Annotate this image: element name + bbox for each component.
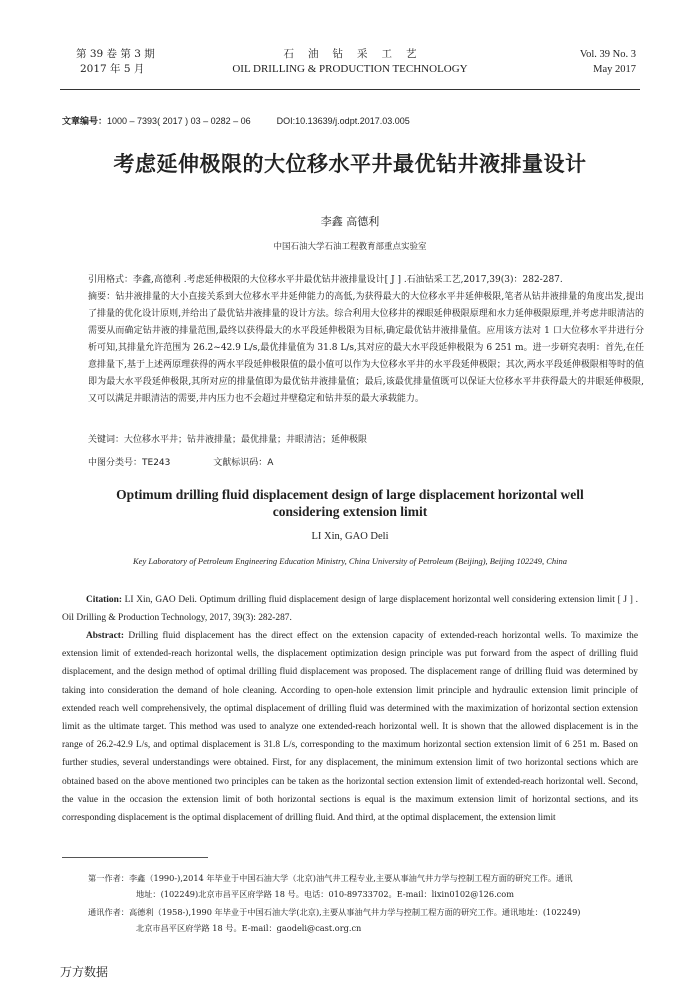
citation-cn-text: 李鑫,高德利 .考虑延伸极限的大位移水平井最优钻井液排量设计[ J ] .石油钻采工艺,2017,39(3)：282-287. (133, 275, 563, 285)
abstract-cn (88, 289, 644, 408)
journal-name-en: OIL DRILLING & PRODUCTION TECHNOLOGY (232, 63, 468, 75)
citation-en (62, 591, 638, 627)
footnote-corresponding-label: 通讯作者： (88, 907, 129, 917)
footnote-corresponding-line1: 高德利（1958-),1990 年毕业于中国石油大学(北京),主要从事油气井力学与控制工程方面的研究工作。通讯地址：(102249) (128, 907, 581, 917)
footnote-corresponding-author (88, 905, 640, 936)
watermark: 万方数据 (60, 965, 109, 979)
authors-en: LI Xin, GAO Deli (311, 531, 389, 542)
doc-code: A (267, 458, 274, 468)
keywords-cn-text: 大位移水平井；钻井液排量；最优排量；井眼清洁；延伸极限 (124, 435, 368, 445)
doc-code-label: 文献标识码： (213, 458, 268, 468)
keywords-cn-label: 关键词： (88, 435, 125, 445)
citation-cn (88, 272, 644, 289)
citation-cn-label: 引用格式： (88, 275, 134, 285)
clc-code: TE243 (142, 458, 171, 468)
header-volume-issue: 第 39 卷 第 3 期 (76, 48, 155, 60)
paper-title-cn: 考虑延伸极限的大位移水平井最优钻井液排量设计 (113, 152, 587, 176)
doi-link[interactable]: DOI:10.13639/j.odpt.2017.03.005 (276, 116, 410, 126)
abstract-en (62, 627, 638, 827)
footnote-first-author-label: 第一作者： (88, 873, 129, 883)
header-rule (60, 89, 640, 90)
affiliation-en: Key Laboratory of Petroleum Engineering Education Ministry, China University of Petroleum (Beijing), Beijing 102249, China (133, 556, 567, 566)
footnote-first-author-line2: 地址：(102249)北京市昌平区府学路 18 号。电话：010-89733702。E-mail：lixin0102@126.com (136, 888, 514, 899)
classification-cn (88, 455, 644, 472)
abstract-cn-label: 摘要： (88, 292, 116, 302)
citation-en-text: LI Xin, GAO Deli. Optimum drilling fluid displacement design of large displacement horizontal well considering extension limit [ J ] . Oil Drilling & Production Technology, 2017, 39(3): 282-287. (62, 595, 638, 624)
header-date-en: May 2017 (593, 64, 636, 75)
abstract-en-label: Abstract: (86, 631, 125, 641)
article-meta (62, 114, 410, 127)
affiliation-cn: 中国石油大学石油工程教育部重点实验室 (273, 242, 427, 252)
footnote-corresponding-line2: 北京市昌平区府学路 18 号。E-mail：gaodeli@cast.org.cn (136, 922, 362, 933)
footnote-rule (62, 857, 208, 858)
article-number: 1000 – 7393( 2017 ) 03 – 0282 – 06 (107, 116, 251, 126)
abstract-cn-text: 钻井液排量的大小直接关系到大位移水平井延伸能力的高低,为获得最大的大位移水平井延伸极限,笔者从钻井液排量的角度出发,提出了排量的优化设计原则,并给出了最优钻井液排量的设计方法。综合利用大位移井的裸眼延伸极限原理和水力延伸极限原理,并考虑井眼清洁的需要从而确定钻井液的排量范围,最终以获得最大的水平段延伸极限为目标,确定最优钻井液排量值。应用该方法对 1 口大位移水平井进行分析可知,其排量允许范围为 26.2~42.9 L/s,最优排量值为 31.8 L/s,其对应的最大水平段延伸极限为 6 251 m。进一步研究表明：首先,在任意排量下,基于上述两原理获得的两水平段延伸极限值的最小值可以作为大位移水平井的水平段延伸极限；其次,两水平段延伸极限相等时的值即为最大水平段延伸极限,其所对应的排量值即为最优钻井液排量值；最后,该最优排量值既可以保证大位移水平井获得最大的井眼延伸极限,又可以满足井眼清洁的需要,井内压力也不会超过井壁稳定和钻井泵的最大承载能力。 (88, 292, 644, 404)
header-volume-en (580, 47, 636, 77)
keywords-cn (88, 432, 644, 449)
header-date-cn: 2017 年 5 月 (80, 63, 145, 75)
footnote-first-author-line1: 李鑫（1990-),2014 年毕业于中国石油大学（北京)油气井工程专业,主要从事油气井力学与控制工程方面的研究工作。通讯 (128, 873, 573, 883)
article-number-label: 文章编号： (62, 117, 108, 127)
header-volume-no: Vol. 39 No. 3 (579, 49, 636, 60)
footnote-first-author (88, 871, 640, 902)
authors-cn: 李鑫 高德利 (320, 215, 380, 228)
citation-en-label: Citation: (86, 595, 122, 605)
paper-title-en: Optimum drilling fluid displacement design of large displacement horizontal well considering extension limit (116, 487, 584, 519)
abstract-en-text: Drilling fluid displacement has the direct effect on the extension capacity of extended-reach horizontal wells. To maximize the extension limit of extended-reach horizontal wells, the displacement optimization design principle was put forward from the aspect of drilling fluid displacement, and the design method of optimal drilling fluid displacement was proposed. The displacement range of drilling fluid was determined by taking into consideration the demand of hole cleaning. According to open-hole extension limit principle and hydraulic extension limit principle of extended reach well comprehensively, the optimal displacement of drilling fluid was determined with the maximization of horizontal section extension limit as the ultimate target. This method was used to analyze one extended-reach horizontal well. It is shown that the allowed displacement is in the range of 26.2-42.9 L/s, and optimal displacement is 31.8 L/s, corresponding to the maximum horizontal section extension limit of 6 251 m. Based on further studies, several understandings were obtained. First, for any displacement, the minimum extension limit of two horizontal sections which are obtained based on the above mentioned two principles can be taken as the horizontal section extension limit of extended-reach horizontal well. Second, the value in the occasion the extension limit of both horizontal sections is equal is the maximum extension limit of horizontal sections, and its corresponding displacement is the optimal displacement of drilling fluid. And third, at the optimal displacement, the extension limit (62, 631, 638, 824)
journal-name-cn: 石油钻采工艺 (283, 48, 431, 60)
clc-label: 中图分类号： (88, 458, 143, 468)
